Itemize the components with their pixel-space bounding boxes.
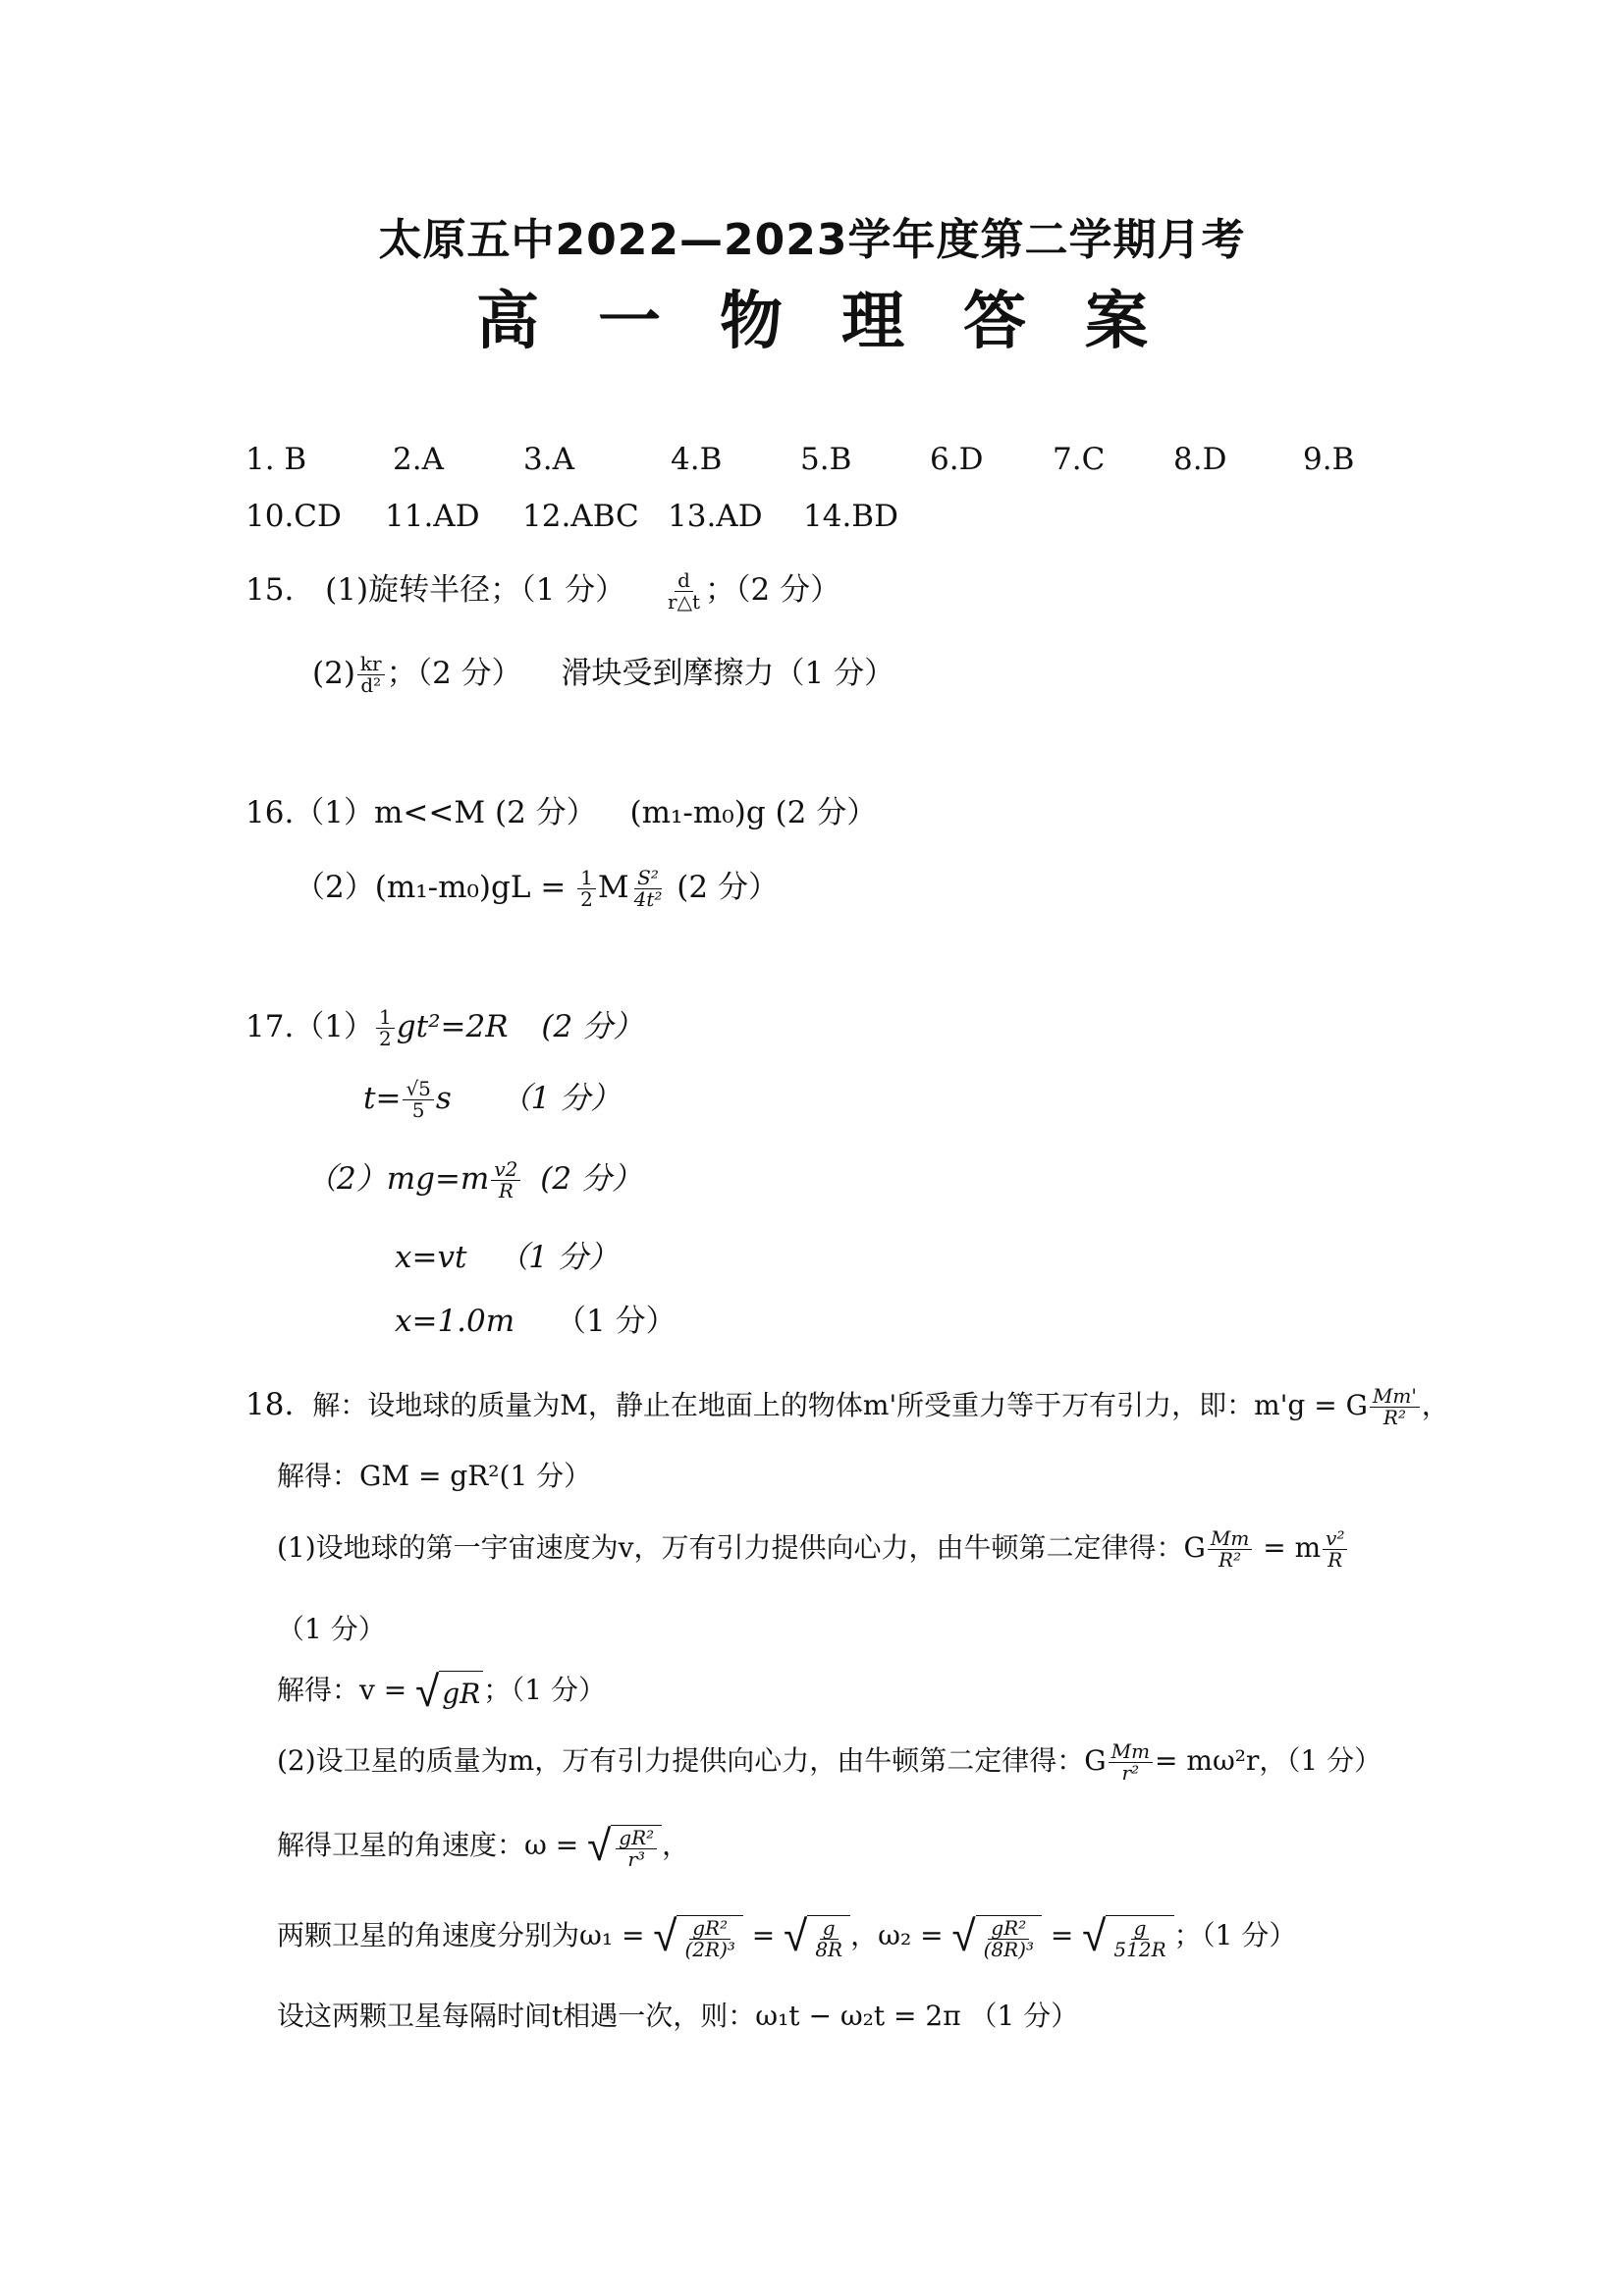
q18-sqrt-omega: √ $\frac{\text{gR²}}{\text{r³}}$ <box>587 1825 662 1870</box>
q18-sqrt-omega2-a: √ $\frac{\text{gR²}}{\text{(8R)³}}$ <box>951 1915 1042 1960</box>
q18-part1-eq: = m <box>1263 1531 1322 1564</box>
q17-expr5: x=1.0m <box>395 1304 515 1339</box>
choice-answer: 1. B <box>245 442 307 477</box>
q16-part2-lead: （2）(m₁-m₀)gL = <box>295 870 567 905</box>
q17-score4: （1 分） <box>498 1240 619 1275</box>
q17-fraction-half: $\frac{1}{2}$ <box>376 1007 395 1049</box>
q17-score1: (2 分） <box>541 1009 644 1044</box>
q15-part2-text: 滑块受到摩擦力（1 分） <box>561 656 895 691</box>
q18-gm-result: 解得：GM = gR²(1 分） <box>277 1460 592 1492</box>
subtitle-char: 物 <box>720 286 783 358</box>
q18-omegas-mid: ，ω₂ = <box>850 1919 944 1951</box>
choice-answer: 12.ABC <box>522 499 639 534</box>
q18-sqrt-omega1-a: √ $\frac{\text{gR²}}{\text{(2R)³}}$ <box>653 1915 743 1960</box>
q17-line4 <box>395 1232 619 1276</box>
q15-part2-fraction: $\frac{kr}{\text{d²}}$ <box>357 654 385 696</box>
q17-line1 <box>245 1001 643 1049</box>
q15-part1-fraction: $\frac{d}{r\triangle t}$ <box>668 568 701 614</box>
choice-answer: 6.D <box>930 442 984 477</box>
q18-label: 18. <box>245 1387 295 1422</box>
choice-answer: 9.B <box>1303 442 1355 477</box>
choice-answers-row2 <box>245 499 1424 538</box>
q15-line2 <box>312 648 894 696</box>
q18-line2 <box>277 1455 591 1494</box>
subtitle-char: 理 <box>841 286 904 358</box>
q18-sqrt-omega1-b: √ $\frac{g}{8R}$ <box>784 1915 850 1960</box>
choice-answer: 8.D <box>1173 442 1227 477</box>
q15-part1-tail: ；（2 分） <box>705 572 841 608</box>
q18-sqrt-gr: √ gR <box>415 1671 483 1714</box>
q16-part2-score: (2 分） <box>677 870 779 905</box>
choice-answer: 4.B <box>671 442 723 477</box>
q16-mass: M <box>597 870 629 905</box>
q18-intro: 解：设地球的质量为M，静止在地面上的物体m'所受重力等于万有引力，即：m'g = G <box>312 1389 1368 1421</box>
q18-omegas-lead: 两颗卫星的角速度分别为ω₁ = <box>277 1919 645 1951</box>
q17-fraction-sqrt5: $\frac{√5}{5}$ <box>403 1079 433 1121</box>
choice-answer: 11.AD <box>385 499 480 534</box>
q18-line1 <box>245 1384 1449 1428</box>
q17-part2-lead: （2）mg=m <box>306 1161 490 1197</box>
q18-line6 <box>277 1739 1381 1784</box>
choice-answer: 7.C <box>1053 442 1106 477</box>
q17-unit: s <box>435 1081 452 1116</box>
q18-omegas-tail: ；（1 分） <box>1173 1919 1297 1951</box>
q16-fraction-s: $\frac{\text{S²}}{\text{4t²}}$ <box>633 866 663 911</box>
q17-line2 <box>363 1073 621 1121</box>
q16-label: 16. <box>245 795 295 830</box>
choice-answer: 2.A <box>393 442 444 477</box>
subtitle-char: 高 <box>476 286 539 358</box>
q17-score2: （1 分） <box>500 1081 622 1116</box>
choice-answer: 14.BD <box>803 499 898 534</box>
q16-part1-text: （1）m<<M (2 分） <box>294 795 597 830</box>
q17-label: 17. <box>245 1009 295 1044</box>
choice-answer: 13.AD <box>668 499 763 534</box>
q18-line9 <box>277 1995 1078 2034</box>
q17-score5: （1 分） <box>556 1304 677 1339</box>
q15-part2-lead: (2) <box>312 656 355 691</box>
q18-meet-text: 设这两颗卫星每隔时间t相遇一次，则：ω₁t − ω₂t = 2π （1 分） <box>277 2000 1079 2032</box>
q18-v-lead: 解得：v = <box>277 1674 407 1706</box>
q18-line4 <box>277 1608 386 1647</box>
q18-intro-tail: ， <box>1421 1389 1449 1421</box>
q17-expr1: gt²=2R <box>396 1009 509 1044</box>
q17-fraction-v2: $\frac{v2}{R}$ <box>491 1159 520 1201</box>
q18-omega-tail: ， <box>662 1829 690 1861</box>
q16-part1-text2: (m₁-m₀)g (2 分） <box>629 795 878 830</box>
q18-part1-score: （1 分） <box>277 1613 386 1645</box>
q17-part1-lead: （1） <box>294 1009 375 1044</box>
choice-answer: 5.B <box>800 442 852 477</box>
q15-part2-tail: ；（2 分） <box>386 656 522 691</box>
q18-part1-text: (1)设地球的第一宇宙速度为v，万有引力提供向心力，由牛顿第二定律得：G <box>277 1531 1206 1564</box>
q18-line3 <box>277 1526 1349 1571</box>
q16-line1 <box>245 787 877 831</box>
q17-line5 <box>395 1296 677 1340</box>
choice-answer: 3.A <box>523 442 574 477</box>
q18-part2-tail: = mω²r，（1 分） <box>1155 1744 1382 1777</box>
choice-answers-row1 <box>245 442 1424 481</box>
q18-v-tail: ；（1 分） <box>483 1674 606 1706</box>
q17-expr4: x=vt <box>395 1240 467 1275</box>
subtitle-char: 答 <box>963 286 1026 358</box>
q17-line3 <box>306 1153 642 1201</box>
q17-score3: (2 分） <box>540 1161 642 1197</box>
page-subtitle <box>0 271 1624 361</box>
subtitle-char: 案 <box>1085 286 1148 358</box>
q18-line8: 两颗卫星的角速度分别为ω₁ = √ $\frac{\text{gR²}}{\text{(2R)³}}$ = √ $\frac{g}{8R}$ ，ω₂ = √ $\frac{\text{gR²}}{\text{(8R)³}}$ = √ $\frac{g}{512R}$ ；（1 分） <box>277 1910 1297 1961</box>
q18-fraction-v2-r: $\frac{\text{v²}}{R}$ <box>1323 1528 1347 1571</box>
page-title: 太原五中2022—2023学年度第二学期月考 <box>378 215 1246 265</box>
q18-fraction-mm: $\frac{Mm'}{\text{R²}}$ <box>1370 1386 1420 1428</box>
q18-fraction-mm-rsq: $\frac{Mm}{\text{r²}}$ <box>1109 1741 1153 1784</box>
q18-fraction-mm-r2: $\frac{Mm}{\text{R²}}$ <box>1208 1528 1252 1571</box>
subtitle-char: 一 <box>598 286 661 358</box>
q16-fraction-half: $\frac{1}{2}$ <box>577 868 596 910</box>
q15-line1 <box>245 564 840 613</box>
choice-answer: 10.CD <box>245 499 342 534</box>
q16-line2 <box>295 862 779 910</box>
q15-label: 15. <box>245 572 295 608</box>
q18-sqrt-omega2-b: √ $\frac{g}{512R}$ <box>1082 1915 1173 1960</box>
q18-line7 <box>277 1820 690 1871</box>
q17-t-lead: t= <box>363 1081 402 1116</box>
q18-line5 <box>277 1666 606 1717</box>
q15-part1-text: (1)旋转半径；（1 分） <box>325 572 626 608</box>
q18-omega-lead: 解得卫星的角速度：ω = <box>277 1829 579 1861</box>
q18-part2-text: (2)设卫星的质量为m，万有引力提供向心力，由牛顿第二定律得：G <box>277 1744 1107 1777</box>
